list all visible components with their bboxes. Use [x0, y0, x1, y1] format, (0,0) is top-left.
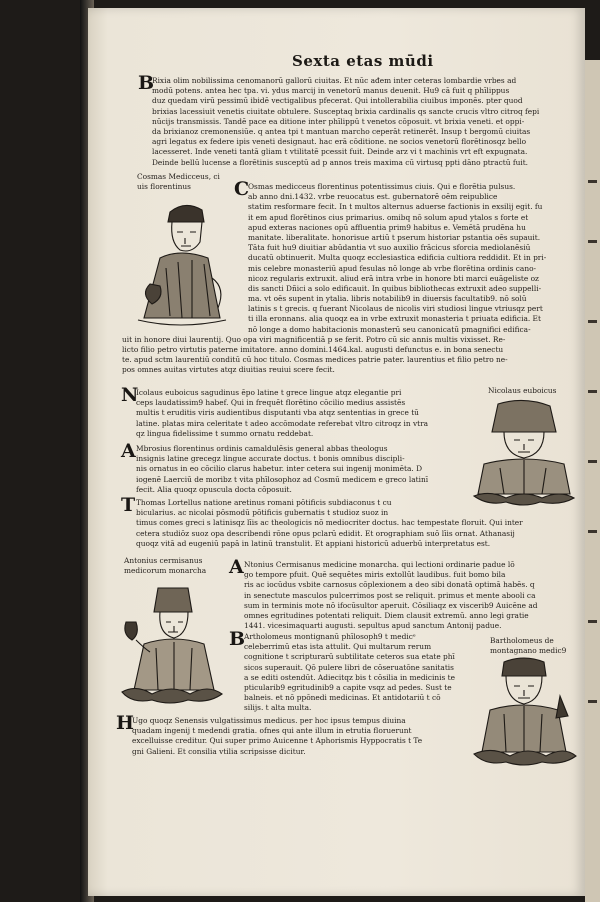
paragraph-bartholomeus	[244, 632, 484, 714]
text-line: Thomas Lortellus natione aretinus romani pōtificis subdiaconus t cu	[136, 498, 392, 507]
drop-initial-thomas: T	[121, 494, 136, 516]
woodcut-portrait-antonius	[116, 582, 226, 710]
text-line: Cosmas Medicceus, ci	[137, 172, 220, 181]
text-line: Tāta fuit hu9 diuitiar abūdantia vt suo auxilio frācicus sforcia mediolanēsiū	[248, 243, 531, 253]
drop-initial-ambrosius: A	[121, 440, 136, 462]
text-line: cetera studiōz suoz opa describendi rōne opus pclarū edidit. Et orographiam suō līis ornat. Athanasij	[136, 528, 515, 538]
text-line: duz quedam virū pessimū ibidē vectigalibus pfecerat. Qui intollerabilia ciuibus imponēs. pter quod	[152, 96, 523, 106]
text-line: Antonius cermisanus	[124, 556, 203, 565]
text-line: in senectute masculos pulcerrimos post se reliquit. primus et mente abooli ca	[244, 590, 536, 600]
drop-initial-brixia: B	[138, 72, 155, 94]
text-line: agri legatus ex federe ipis veneti designaut. hac erā cōditione. ne socios venetorū florētinosqz bello	[152, 137, 527, 147]
text-line: silijs. t alta multa.	[244, 703, 312, 713]
text-line: te. apud sctm laurentiū conditū cū hoc titulo. Cosmas medices patrie pater. laurentius et filio petro ne-	[122, 355, 508, 365]
text-line: medicorum monarcha	[124, 566, 207, 576]
text-line: insignis latine grecegz lingue accurate doctus. t bonis omnibus discipli-	[136, 454, 405, 464]
text-line: 1441. vicesimaquarti augusti. sepultus apud sanctum Antonij padue.	[244, 621, 502, 631]
text-line: gni Galieni. Et consilia vtilia scripsisse dicitur.	[132, 746, 306, 756]
text-line: modū potens. antea hec tpa. vi. ydus marcij in venetorū manus deuenit. Hu9 cā fuit q phīlippus	[152, 86, 510, 96]
text-line: latine. platas mira celeritate t adeo accōmodate referebat vltro citroqz in vtra	[136, 418, 429, 428]
text-line: ris ac iocūdus vsbite carnosus cōplexionem a deo sibi donatā optimā habēs. q	[244, 580, 535, 590]
drop-initial-hugo: H	[116, 712, 134, 734]
text-line: Ugo quoqz Senensis vulgatissimus medicus. per hoc ipsus tempus diuina	[132, 716, 406, 725]
text-line: cognitione t scripturarū subtilitate ceteros sua etate phī	[244, 652, 455, 662]
text-line: nicoz regularis extruxit. aliud erā intra vrbe in honore bti marci euāgeliste oz	[248, 273, 539, 283]
text-line: montagnano medic9	[490, 646, 567, 656]
caption-antonius	[124, 556, 206, 576]
drop-initial-bartholomeus: B	[229, 628, 246, 650]
text-line: timus comes greci s latinisqz līis ac theologicis nō mediocriter doctus. hac tempestate floruit. Qui inter	[136, 518, 523, 528]
paragraph-thomas	[136, 498, 576, 549]
text-line: apud exteras naciones opū affluentia prim9 habitus e. Vemētā prudēna hu	[248, 222, 526, 232]
text-line: qz lingua fidelissime t summo ornatu reddebat.	[136, 428, 314, 438]
text-line: statim resformare fecit. In t multos alternus aduerse factionis in exsilij egit. fu	[248, 202, 543, 212]
text-line: latinis s t grecis. q fuerant Nicolaus de nicolis viri studiosi lingue vtriusqz pert	[248, 304, 543, 314]
text-line: Bartholomeus de	[490, 636, 554, 645]
page-title: Sexta etas mūdi	[292, 52, 434, 70]
text-line: uis florentinus	[137, 182, 191, 192]
text-line: nūcijs transmissis. Tandē pace ea ditione inter phīlippū t venetos cōposuit. vt brixia veneti. et oppi-	[152, 116, 525, 126]
text-line: nis ornatus in eo cōcilio clarus habetur. inter cetera sui ingenij monimēta. D	[136, 464, 423, 474]
text-line: bicularius. ac nicolai pōsmodū pōtificis gubernatis t studioz suoz in	[136, 508, 389, 518]
text-line: Rixia olim nobilissima cenomanorū gallorū ciuitas. Et nūc ađem inter ceteras lombardie vrbes ad	[152, 76, 517, 85]
text-line: mis celebre monasteriū apud fesulas nō longe ab vrbe florētina ordinis cano-	[248, 263, 537, 273]
text-line: sum in terminis mote nō ifocūsultor aperuit. Cōsiliaqz ex viscerib9 Auicēne ad	[244, 600, 538, 610]
woodcut-portrait-bartholomeus	[470, 656, 578, 768]
text-line: ceps laudatissim9 habef. Qui in frequēt florētino cōcilio medius assistēs	[136, 398, 406, 408]
text-line: Icolaus euboicus sagudinus ēpo latine t grece lingue atqz elegantie pri	[136, 388, 402, 397]
text-line: licto filio petro virtutis paterne imitatore. anno domini.1464.kal. augusti defunctus e. in bona senectu	[122, 345, 504, 354]
drop-initial-cosmas: C	[234, 178, 250, 200]
text-line: ducatū obtinuerit. Multa quoqz ecclesiastica edificia cultiora reddidit. Et in pri-	[248, 253, 547, 263]
caption-cosmas	[137, 172, 220, 192]
text-line: it em apud florētinos cius primarius. omibq nō solum apud ytalos s forte et	[248, 212, 529, 222]
drop-initial-nicolaus: N	[121, 384, 139, 406]
text-line: dis sancti Dñici a solo edificauit. In quibus bibliothecas extruxit adeo suppelli-	[248, 283, 542, 293]
text-line: iogenē Laerciū de moribz t vita phīlosophoz ad Cosmū medicem e greco latinī	[136, 474, 429, 484]
text-line: multis t eruditis viris audientibus disputanti vba atqz sententias in grece tū	[136, 408, 419, 418]
text-line: ti illa eronnans. alia quoqz ea in vrbe extruxit monasteria t priuata edificia. Et	[248, 314, 541, 324]
text-line: Nicolaus euboicus	[488, 386, 557, 395]
paragraph-ambrosius	[136, 444, 466, 495]
text-line: Mbrosius florentinus ordinis camaldulēsis general abbas theologus	[136, 444, 388, 453]
paragraph-brixia	[152, 76, 572, 168]
caption-bartholomeus	[490, 636, 566, 656]
facing-page-edge	[585, 60, 600, 902]
text-line: nō longe a domo habitacionis monasterū seu canonicatū pmagnifici edifica-	[248, 324, 531, 334]
text-line: go tempore pfuit. Quē sequētes miris extollūt laudibus. fuit bomo bila	[244, 570, 506, 580]
text-line: celeberrimū etas ista attulit. Qui multarum rerum	[244, 642, 432, 652]
text-line: brixias lacessiuit venetis ciuitate obtulere. Susceptaq brixia cardinalis qs sancte crucis vltro citroq fepi	[152, 106, 540, 116]
drop-initial-antonius: A	[229, 556, 244, 578]
text-line: Deinde bellū lucense a florētinis susceptū ad p annos treis maxima cū virtusq ppti dāno ptractū fuit.	[152, 157, 529, 167]
text-line: quadam ingenij t medendi gratia. ofnes qui ante illum in etrutia floruerunt	[132, 726, 412, 736]
text-line: ab anno dni.1432. vrbe reuocatus est. gubernatorē oēm reipublice	[248, 192, 498, 202]
text-line: pos omnes auitas virtutes atqz diuitias reuiui scere fecit.	[122, 365, 335, 375]
text-line: Ntonius Cermisanus medicine monarcha. qui lectioni ordinarie padue lō	[244, 560, 515, 569]
text-line: da brixianoz cremonensiūe. q antea tpi t mantuan marcho ceperāt retinerēt. Insup t bergomū ciuitas	[152, 126, 531, 136]
text-line: manitate. liberalitate. honorisue artiū t pserum historiar pstantia oēs supauit.	[248, 232, 541, 242]
paragraph-hugo	[132, 716, 477, 757]
paragraph-nicolaus	[136, 388, 466, 439]
text-line: fecit. Alia quoqz opuscula docta cōposuit.	[136, 484, 292, 494]
text-line: a se editi ostendūt. Adiecitqz bis t cōsilia in medicinis te	[244, 672, 456, 682]
woodcut-portrait-nicolaus	[470, 398, 578, 508]
text-line: Artholomeus montignanū phīlosoph9 t medicᵉ	[244, 632, 416, 641]
caption-nicolaus	[488, 386, 556, 396]
text-line: balneis. et nō ppōnedi medicinas. Et antidotariū t cō	[244, 693, 441, 703]
text-line: quoqz vitā ad eugeniū papā in latinū transtulit. Et appiani historicū aduerbū interpretatus est.	[136, 538, 491, 548]
text-line: ma. vt oēs supent in ytalia. libris notabilib9 in diuersis facultatib9. nō solū	[248, 294, 527, 304]
text-line: lacesseret. Inde veneti tantā gliam t vtilitatē pcessit fuit. Deinde arz vi t machinis vrt eft expugnata.	[152, 147, 528, 157]
woodcut-portrait-cosmas	[130, 198, 232, 332]
text-line: pticularib9 egritudinib9 a capite vsqz ad pedes. Sust te	[244, 682, 452, 692]
text-line: excelluisse creditur. Qui super primo Auicenne t Aphorismis Hyppocratis t Te	[132, 736, 423, 746]
text-line: uit in honore diui laurentij. Quo opa viri magnificentiā p se ferit. Potro cū sic annis multis vixisset. Re-	[122, 334, 506, 344]
text-line: Osmas medicceus florentinus potentissimus ciuis. Qui e florētia pulsus.	[248, 182, 516, 191]
text-line: omnes egritudines potentati reliquit. Diem clausit extremū. anno legi gratie	[244, 610, 529, 620]
paragraph-antonius	[244, 560, 584, 631]
text-line: sicos superauit. Qō pulere libri de cōseruatōne sanitatis	[244, 662, 454, 672]
